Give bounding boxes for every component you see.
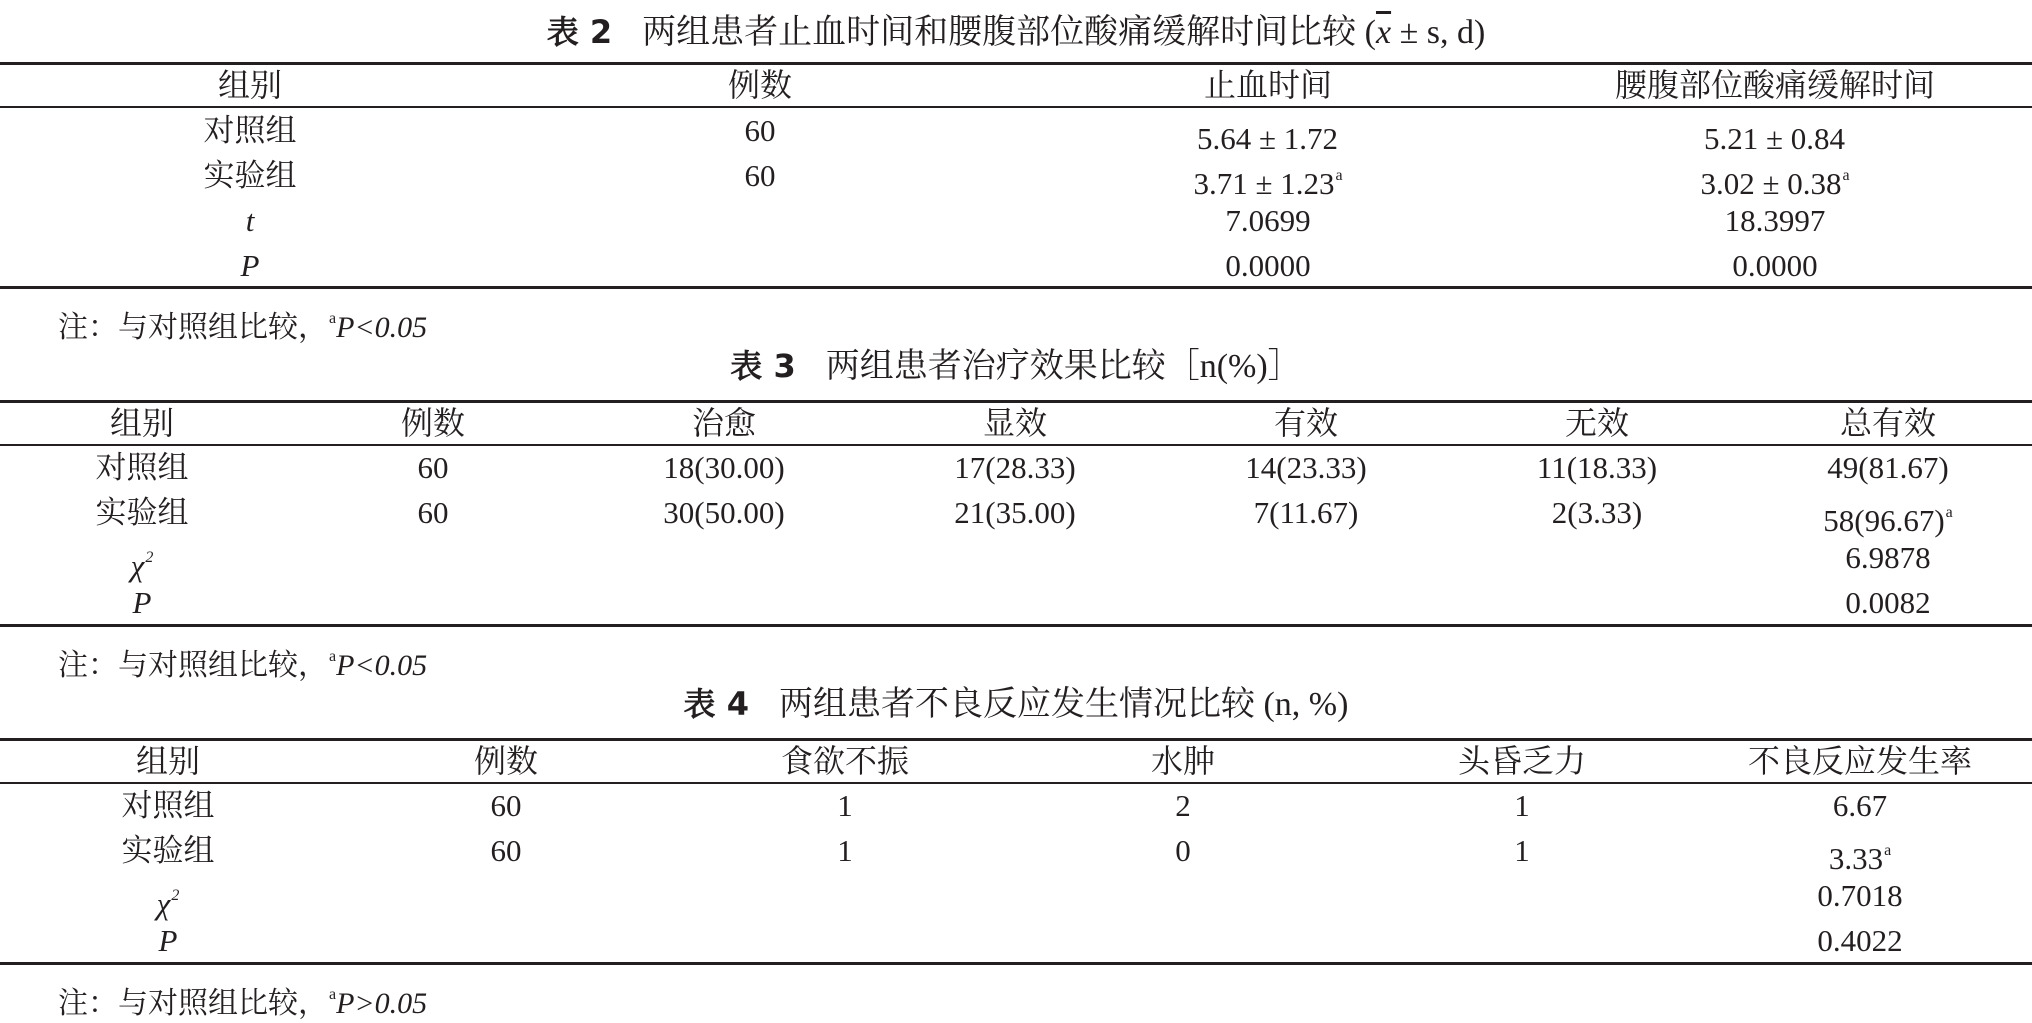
table4-top-rule [0, 738, 2032, 741]
table4-header-incidence: 不良反应发生率 [1747, 743, 1973, 779]
table2-sup: a [1842, 167, 1850, 184]
table2-header-hemostasis: 止血时间 [1203, 67, 1333, 103]
table2-cell-t-label: t [245, 203, 255, 238]
table3-cell: 14(23.33) [1245, 450, 1367, 485]
table4-cell-incidence [1829, 832, 1891, 878]
table4-header-dizziness: 头昏乏力 [1457, 743, 1587, 779]
table2-cell-pain-relief [1700, 157, 1849, 203]
table2-cell-n: 60 [744, 158, 776, 193]
table4-header-group: 组别 [135, 743, 201, 779]
table4-title [0, 684, 2032, 725]
table3-bottom-rule [0, 624, 2032, 627]
table4-cell: 0.7018 [1817, 878, 1903, 913]
table2-value: 3.02 ± 0.38 [1700, 166, 1842, 201]
table3-cell: 30(50.00) [663, 495, 785, 530]
table3-cell: 18(30.00) [663, 450, 785, 485]
table3-header-cured: 治愈 [691, 405, 757, 441]
table3-cell: 11(18.33) [1536, 450, 1658, 485]
table4-cell-p-label: P [158, 923, 178, 958]
note-sup: a [329, 986, 337, 1003]
table4-note [58, 976, 427, 1023]
table3-cell-total [1823, 494, 1953, 540]
table2-cell-group: 对照组 [203, 113, 297, 148]
table2-cell-hemostasis: 0.0000 [1225, 248, 1311, 283]
table4-header-rule [0, 782, 2032, 784]
table2-cell-p-label: P [240, 248, 260, 283]
table3-cell: 对照组 [95, 450, 189, 485]
table3-note [58, 638, 427, 685]
table3-cell-chi-label [131, 539, 154, 585]
table4-header-anorexia: 食欲不振 [780, 743, 910, 779]
note-sup: a [329, 648, 337, 665]
table3-cell-p-label: P [132, 585, 152, 620]
table2-value: 5.21 ± 0.84 [1703, 121, 1846, 156]
note-stat: P<0.05 [336, 311, 428, 344]
table2-value: 3.71 ± 1.23 [1193, 166, 1335, 201]
table3-sup: a [1945, 504, 1953, 521]
table3-cell: 60 [417, 495, 449, 530]
table2-top-rule [0, 62, 2032, 65]
table4-sup: a [1884, 842, 1892, 859]
table2-cell-hemostasis [1193, 157, 1342, 203]
table4-cell: 60 [490, 788, 522, 823]
table4-header-n: 例数 [473, 743, 539, 779]
table4-cell: 60 [490, 833, 522, 868]
table4-cell: 2 [1175, 788, 1191, 823]
table2-note [58, 300, 427, 347]
table2-header-group: 组别 [217, 67, 283, 103]
table3-header-ineffective: 无效 [1564, 405, 1630, 441]
table3-value: 58(96.67) [1823, 503, 1945, 538]
table3-cell: 7(11.67) [1253, 495, 1359, 530]
table3-cell: 6.9878 [1845, 540, 1931, 575]
table2-value: 5.64 ± 1.72 [1196, 121, 1339, 156]
note-prefix: 注：与对照组比较， [58, 649, 328, 682]
table2-title [0, 12, 2032, 53]
table2-cell-pain-relief: 18.3997 [1724, 203, 1826, 238]
table3-title [0, 346, 2032, 387]
table4-cell: 1 [1514, 788, 1530, 823]
table3-cell: 60 [417, 450, 449, 485]
table3-cell: 49(81.67) [1827, 450, 1949, 485]
note-prefix: 注：与对照组比较， [58, 987, 328, 1020]
table2-title-mean: $\overline{x}$ [1375, 14, 1392, 51]
table3-cell: 21(35.00) [954, 495, 1076, 530]
table3-header-n: 例数 [400, 405, 466, 441]
table2-header-rule [0, 106, 2032, 108]
table4-cell: 1 [837, 833, 853, 868]
table4-cell: 0.4022 [1817, 923, 1903, 958]
table2-title-suffix: ± s, d) [1391, 14, 1486, 51]
table4-value: 3.33 [1828, 841, 1884, 876]
table4-cell: 对照组 [121, 788, 215, 823]
table3-cell: 实验组 [95, 495, 189, 530]
table2-cell-pain-relief [1704, 112, 1846, 158]
table2-cell-n: 60 [744, 113, 776, 148]
table2-header-pain-relief: 腰腹部位酸痛缓解时间 [1614, 67, 1936, 103]
note-prefix: 注：与对照组比较， [58, 311, 328, 344]
note-stat: P>0.05 [336, 987, 428, 1020]
table2-title-text: 两组患者止血时间和腰腹部位酸痛缓解时间比较 ( [642, 14, 1376, 51]
table4-cell: 0 [1175, 833, 1191, 868]
table4-header-edema: 水肿 [1150, 743, 1216, 779]
table4-cell: 1 [837, 788, 853, 823]
table2-cell-hemostasis [1197, 112, 1339, 158]
table4-cell: 实验组 [121, 833, 215, 868]
table2-header-n: 例数 [727, 67, 793, 103]
table3-number: 表 3 [730, 347, 796, 385]
table2-cell-group: 实验组 [203, 158, 297, 193]
table4-title-text: 两组患者不良反应发生情况比较 (n, %) [778, 686, 1349, 723]
table2-cell-hemostasis: 7.0699 [1225, 203, 1311, 238]
chi-exponent: 2 [145, 549, 154, 566]
note-stat: P<0.05 [336, 649, 428, 682]
table2-bottom-rule [0, 286, 2032, 289]
table4-cell: 6.67 [1832, 788, 1888, 823]
table3-header-effective: 有效 [1273, 405, 1339, 441]
table3-header-rule [0, 444, 2032, 446]
table3-title-text: 两组患者治疗效果比较［n(%)］ [825, 348, 1302, 385]
table3-header-group: 组别 [109, 405, 175, 441]
table4-cell-chi-label [157, 877, 180, 923]
table3-cell: 0.0082 [1845, 585, 1931, 620]
chi-symbol: χ [130, 548, 145, 583]
table3-header-marked: 显效 [982, 405, 1048, 441]
chi-symbol: χ [156, 886, 171, 921]
note-sup: a [329, 310, 337, 327]
table3-cell: 17(28.33) [954, 450, 1076, 485]
table4-cell: 1 [1514, 833, 1530, 868]
table2-number: 表 2 [546, 13, 613, 51]
table4-number: 表 4 [683, 685, 749, 723]
table3-cell: 2(3.33) [1551, 495, 1643, 530]
chi-exponent: 2 [171, 887, 180, 904]
table4-bottom-rule [0, 962, 2032, 965]
table3-top-rule [0, 400, 2032, 403]
table2-sup: a [1335, 167, 1343, 184]
table2-cell-pain-relief: 0.0000 [1732, 248, 1818, 283]
table3-header-total: 总有效 [1839, 405, 1937, 441]
